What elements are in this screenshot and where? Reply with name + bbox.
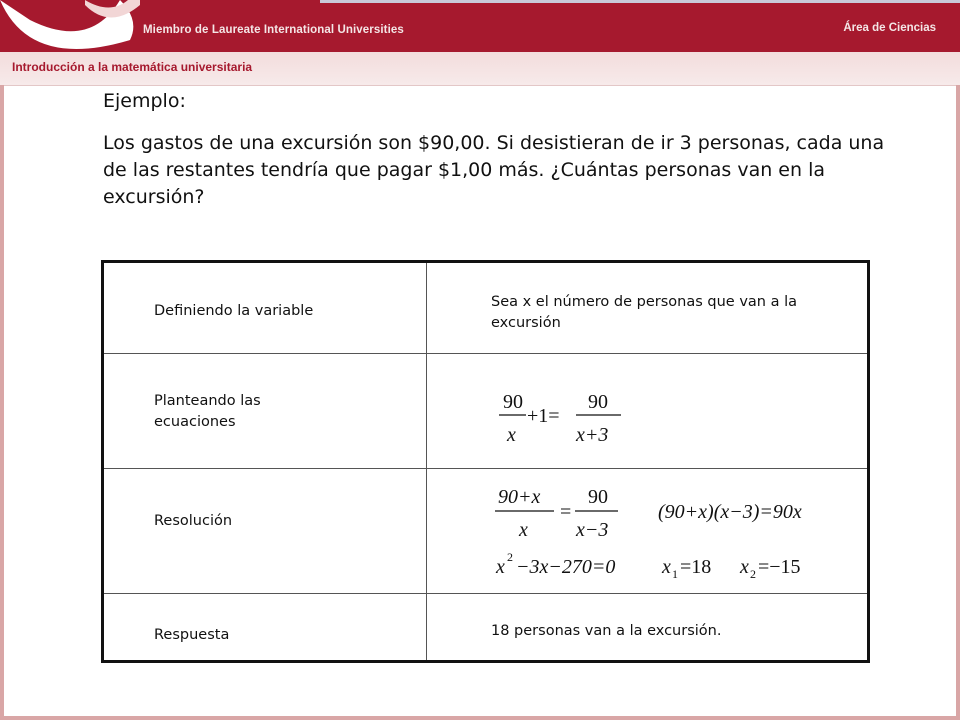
row-label-answer: Respuesta: [154, 627, 230, 643]
denominator-x: x: [519, 519, 528, 541]
course-band: [0, 52, 960, 86]
row-label-variable: Definiendo la variable: [154, 303, 314, 319]
root-x1-var: x: [662, 556, 671, 578]
numerator-90-right: 90: [588, 391, 608, 413]
problem-statement: Los gastos de una excursión son $90,00. Si desistieran de ir 3 personas, cada una de las restantes tendría que pagar $1,00 más. ¿Cuántas personas van en la excursión?: [103, 132, 885, 208]
table-row-divider: [104, 468, 867, 469]
area-text: Área de Ciencias: [843, 22, 936, 34]
root-x2-sub: 2: [750, 567, 756, 581]
example-heading: Ejemplo:: [103, 90, 186, 112]
root-x2-value: =−15: [758, 556, 801, 578]
table-column-divider: [426, 263, 427, 660]
bottom-border: [0, 716, 960, 720]
solution-table: [101, 260, 870, 663]
expanded-equation: (90+x)(x−3)=90x: [658, 501, 802, 523]
root-x1-sub: 1: [672, 567, 678, 581]
right-border: [956, 85, 960, 720]
root-x2-var: x: [740, 556, 749, 578]
denominator-x-minus-3: x−3: [576, 519, 609, 541]
row-label-resolution: Resolución: [154, 513, 233, 529]
row-label-equations: Planteando las ecuaciones: [154, 393, 261, 430]
equation-formula: [496, 381, 636, 451]
root-x1-value: =18: [680, 556, 712, 578]
denominator-x-plus-3: x+3: [576, 424, 609, 446]
table-row-divider: [104, 353, 867, 354]
member-text: Miembro de Laureate International Universities: [143, 24, 404, 36]
equals-sign: =: [560, 501, 572, 523]
row-value-answer: 18 personas van a la excursión.: [491, 623, 722, 639]
row-value-variable: Sea x el número de personas que van a la excursión: [491, 294, 798, 331]
university-logo-icon: [0, 0, 140, 52]
quadratic-rest: −3x−270=0: [516, 556, 616, 578]
plus-one-equals: +1=: [527, 405, 560, 427]
resolution-formula: [492, 478, 862, 593]
header-banner: [0, 0, 960, 52]
quadratic-exponent: 2: [507, 550, 513, 564]
denominator-x: x: [507, 424, 516, 446]
table-row-divider: [104, 593, 867, 594]
numerator-90-right: 90: [588, 486, 608, 508]
quadratic-x: x: [496, 556, 505, 578]
numerator-90: 90: [503, 391, 523, 413]
numerator-90-plus-x: 90+x: [498, 486, 541, 508]
left-border: [0, 85, 4, 720]
header-top-line: [320, 0, 960, 3]
course-title: Introducción a la matemática universitaria: [12, 60, 253, 74]
